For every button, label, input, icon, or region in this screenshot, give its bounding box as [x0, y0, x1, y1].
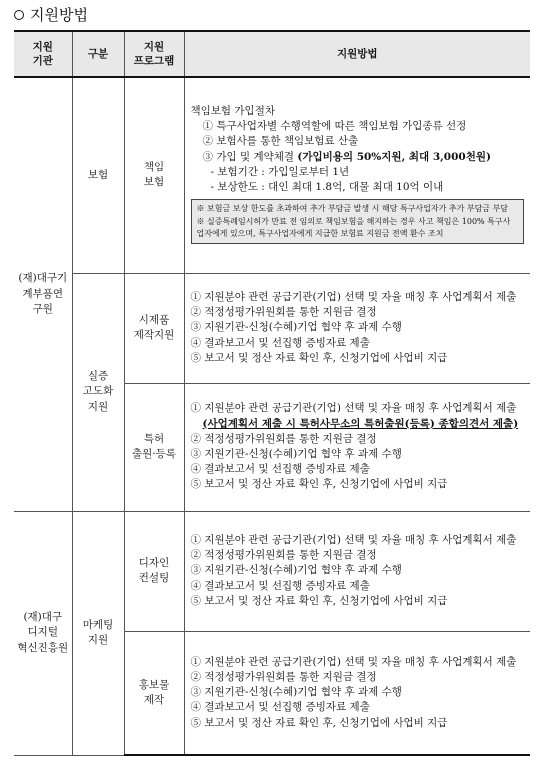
method-step: ② 적정성평가위원회를 통한 지원금 결정 [190, 306, 377, 319]
method-step: ③ 지원기관-신청(수혜)기업 협약 후 과제 수행 [190, 448, 402, 460]
method-subitem: - 보험기간 : 가입일로부터 1년 [210, 165, 350, 178]
method-cell [184, 511, 530, 631]
header-org: 지원 기관 [14, 31, 72, 77]
method-cell [184, 77, 530, 273]
method-step: ① 지원분야 관련 공급기관(기업) 선택 및 자율 매칭 후 사업계획서 제출 [190, 402, 517, 415]
method-step: ② 적정성평가위원회를 통한 지원금 결정 [190, 670, 377, 683]
step-emphasis: (가입비용의 50%지원, 최대 3,000천원) [297, 150, 491, 163]
notice-box [191, 199, 525, 244]
method-step: ② 적정성평가위원회를 통한 지원금 결정 [190, 432, 377, 445]
section-title-text: 지원방법 [30, 6, 88, 24]
org-cell: (재)대구 디지털 혁신진흥원 [14, 511, 72, 755]
method-step: ② 보험사를 통한 책임보험료 산출 [202, 135, 359, 148]
method-step: ⑤ 보고서 및 정산 자료 확인 후, 신청기업에 사업비 지급 [190, 594, 448, 607]
notice-text: ※ 실증특례임시허가 만료 전 임의로 책임보험을 해지하는 경우 사고 책임은 100% 특구사업자에게 있으며, 특구사업자에게 지급한 보험료 지원금 전액 환수 조치 [196, 216, 511, 239]
method-subitem: - 보상한도 : 대인 최대 1.8억, 대물 최대 10억 이내 [210, 181, 444, 194]
program-cell: 홍보물 제작 [124, 631, 184, 755]
method-step: ④ 결과보고서 및 선집행 증빙자료 제출 [190, 336, 370, 349]
hollow-circle-icon [14, 10, 24, 20]
table-row [14, 273, 530, 383]
method-step: ③ 지원기관-신청(수혜)기업 협약 후 과제 수행 [190, 564, 402, 577]
step-text: ③ 가입 및 계약체결 [202, 150, 298, 163]
method-step: ① 지원분야 관련 공급기관(기업) 선택 및 자율 매칭 후 사업계획서 제출 [190, 533, 517, 546]
category-cell: 마케팅 지원 [72, 511, 124, 755]
method-step: ② 적정성평가위원회를 통한 지원금 결정 [190, 549, 377, 562]
program-cell: 책임 보험 [124, 77, 184, 273]
method-step: ③ 지원기관-신청(수혜)기업 협약 후 과제 수행 [190, 321, 402, 334]
method-step: ④ 결과보고서 및 선집행 증빙자료 제출 [190, 579, 370, 592]
method-step: ① 특구사업자별 수행역할에 따른 책임보험 가입종류 선정 [202, 120, 467, 133]
table-row [14, 77, 530, 273]
method-step: ⑤ 보고서 및 정산 자료 확인 후, 신청기업에 사업비 지급 [190, 478, 448, 491]
category-cell: 실증 고도화 지원 [72, 273, 124, 511]
method-heading: 책임보험 가입절차 [190, 105, 275, 117]
method-step: ① 지원분야 관련 공급기관(기업) 선택 및 자율 매칭 후 사업계획서 제출 [190, 655, 517, 668]
method-step-note: (사업계획서 제출 시 특허사무소의 특허출원(등록) 종합의견서 제출) [202, 417, 519, 430]
method-step: ④ 결과보고서 및 선집행 증빙자료 제출 [190, 701, 370, 714]
method-cell [184, 273, 530, 383]
support-method-table [14, 30, 530, 756]
table-row [14, 511, 530, 631]
method-step: ① 지원분야 관련 공급기관(기업) 선택 및 자율 매칭 후 사업계획서 제출 [190, 290, 517, 303]
header-program: 지원 프로그램 [124, 31, 184, 77]
header-category: 구분 [72, 31, 124, 77]
category-cell: 보험 [72, 77, 124, 273]
method-step [191, 150, 525, 165]
notice-text: ※ 보험금 보상 한도를 초과하여 추가 부담금 발생 시 해당 특구사업자가 추가 부담금 부담 [196, 204, 509, 214]
method-cell [184, 383, 530, 511]
method-step: ⑤ 보고서 및 정산 자료 확인 후, 신청기업에 사업비 지급 [190, 351, 448, 364]
method-step: ④ 결과보고서 및 선집행 증빙자료 제출 [190, 463, 370, 476]
program-cell: 디자인 컨설팅 [124, 511, 184, 631]
method-step: ⑤ 보고서 및 정산 자료 확인 후, 신청기업에 사업비 지급 [190, 716, 448, 729]
program-cell: 시제품 제작지원 [124, 273, 184, 383]
table-header-row [14, 31, 530, 77]
method-cell [184, 631, 530, 755]
header-method: 지원방법 [184, 31, 530, 77]
org-cell: (재)대구기 계부품연 구원 [14, 77, 72, 511]
section-title [14, 4, 88, 25]
method-step: ③ 지원기관-신청(수혜)기업 협약 후 과제 수행 [190, 686, 402, 699]
program-cell: 특허 출원·등록 [124, 383, 184, 511]
